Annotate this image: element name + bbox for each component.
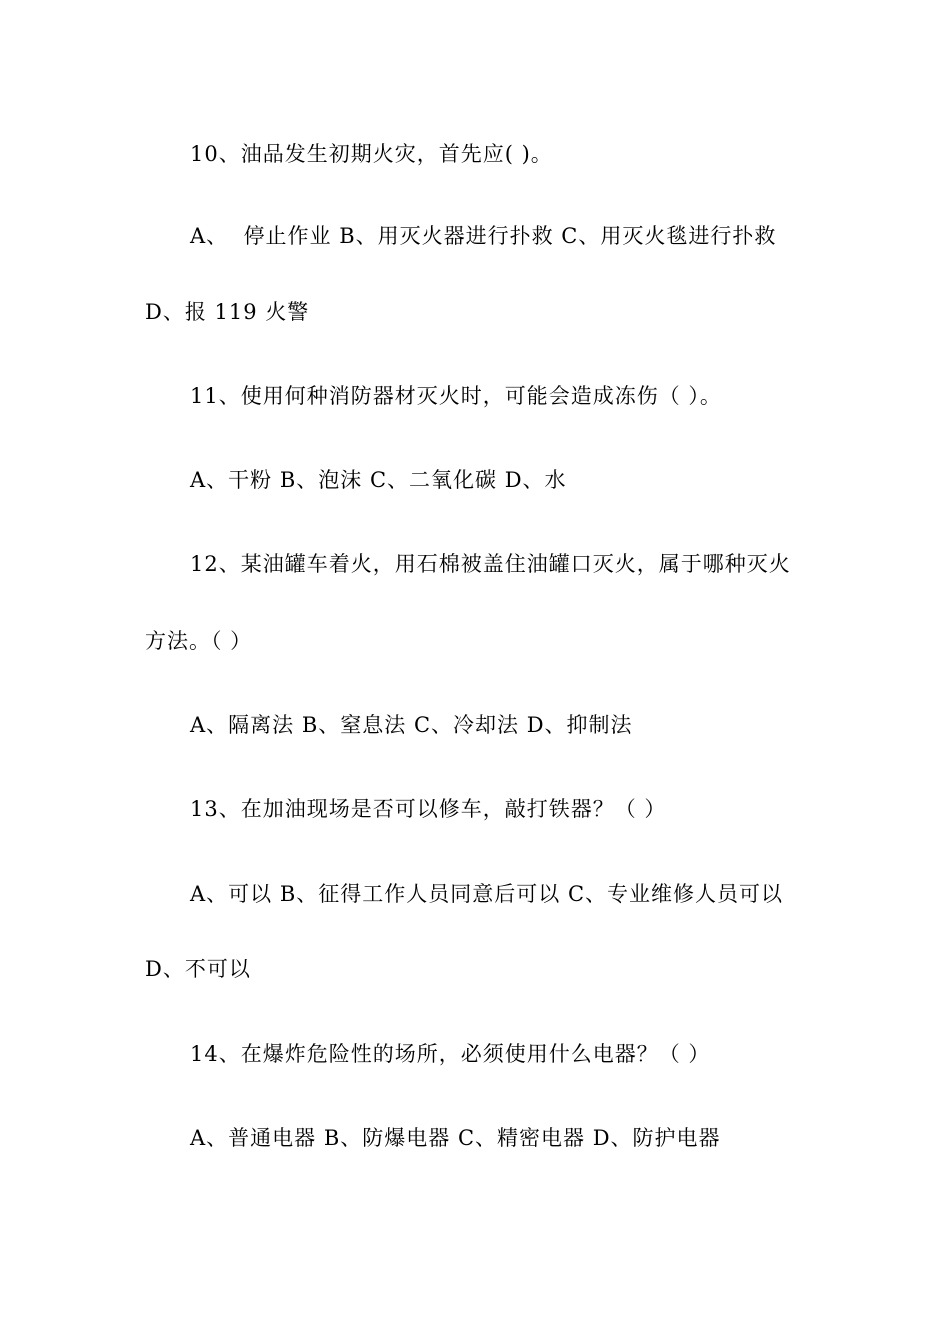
question-14-options: A、普通电器 B、防爆电器 C、精密电器 D、防护电器 — [190, 1126, 721, 1150]
question-13-options: A、可以 B、征得工作人员同意后可以 C、专业维修人员可以 — [190, 882, 784, 906]
question-12-options: A、隔离法 B、窒息法 C、冷却法 D、抑制法 — [190, 713, 633, 737]
question-13: 13、在加油现场是否可以修车，敲打铁器？（ ） — [190, 797, 667, 821]
question-11: 11、使用何种消防器材灭火时，可能会造成冻伤（ ）。 — [190, 384, 722, 408]
question-12-cont: 方法。（ ） — [145, 629, 253, 653]
question-10: 10、油品发生初期火灾，首先应( )。 — [190, 142, 553, 166]
question-10-options-cont: D、报 119 火警 — [145, 300, 310, 324]
question-13-options-cont: D、不可以 — [145, 957, 251, 981]
question-10-options: A、 停止作业 B、用灭火器进行扑救 C、用灭火毯进行扑救 — [190, 224, 777, 248]
question-14: 14、在爆炸危险性的场所，必须使用什么电器？（ ） — [190, 1042, 711, 1066]
question-12: 12、某油罐车着火，用石棉被盖住油罐口灭火，属于哪种灭火 — [190, 552, 791, 576]
question-11-options: A、干粉 B、泡沫 C、二氧化碳 D、水 — [190, 468, 567, 492]
